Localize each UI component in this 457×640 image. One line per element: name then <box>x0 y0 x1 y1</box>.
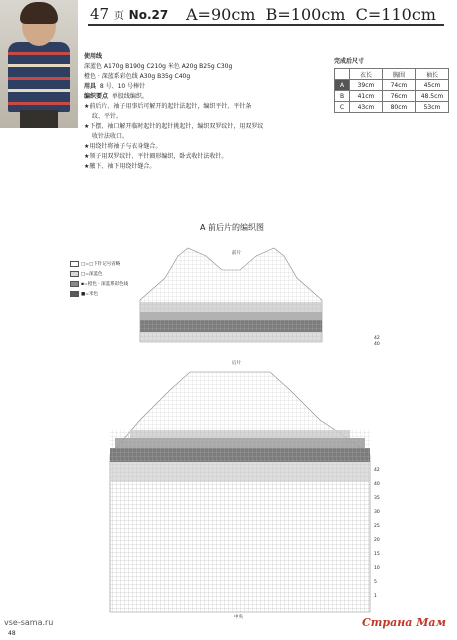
row-mark: 15 <box>374 552 380 557</box>
size-table-cell: 43cm <box>350 102 383 113</box>
row-mark: 25 <box>374 524 380 529</box>
step-line-7: ★腋下、袖下用绕针缝合。 <box>84 163 156 170</box>
front-piece-chart <box>140 248 322 342</box>
step-line-2: 纹、平针。 <box>92 113 123 120</box>
row-mark: 30 <box>374 510 380 515</box>
tools-value: 8 号、10 号棒针 <box>99 83 146 90</box>
page-num: 47 <box>90 5 110 23</box>
step-line-4: 收针法收口。 <box>92 133 129 140</box>
site-watermark: vse-sama.ru <box>4 618 54 627</box>
size-table-header: 胸围 <box>383 69 416 80</box>
size-table-title: 完成后尺寸 <box>334 58 365 65</box>
page-char: 页 <box>113 11 124 22</box>
row-mark: 10 <box>374 566 380 571</box>
row-mark: 42 <box>374 336 380 341</box>
size-table-cell: 53cm <box>416 102 449 113</box>
chart-title: A 前后片的编织图 <box>200 223 265 232</box>
pattern-number: No.27 <box>128 8 169 22</box>
size-table-cell: 39cm <box>350 80 383 91</box>
size-table-cell: 45cm <box>416 80 449 91</box>
materials-line-2: 橙色 · 深蓝系彩色线 A30g B35g C40g <box>84 73 191 80</box>
step-line-6: ★领子用双罗纹针、平针圈形编织，卧式收针法收针。 <box>84 153 228 160</box>
back-piece-chart <box>110 372 370 612</box>
size-table-cell: A <box>335 80 350 91</box>
row-mark: 1 <box>374 594 377 599</box>
size-table-cell: B <box>335 91 350 102</box>
back-grid-overlay <box>110 430 370 612</box>
legend-label: □=深蓝色 <box>81 272 103 277</box>
size-table-cell: 41cm <box>350 91 383 102</box>
front-label: 前片 <box>232 251 241 256</box>
size-table-cell: 74cm <box>383 80 416 91</box>
tools-label: 用具 <box>84 83 97 90</box>
size-c: C=110cm <box>355 5 436 24</box>
step-line-5: ★用绕针将袖子与衣身缝合。 <box>84 143 162 150</box>
front-grid-overlay <box>140 302 322 342</box>
step-line-1: ★前后片、袖子用事后可解开的起针法起针，编织平针、平针条 <box>84 103 252 110</box>
legend-label: ▪=橙色 · 深蓝系彩色线 <box>81 282 129 287</box>
size-b: B=100cm <box>265 5 346 24</box>
size-a: A=90cm <box>186 5 256 24</box>
size-table-cell: C <box>335 102 350 113</box>
size-table-cell: 80cm <box>383 102 416 113</box>
size-table-cell: 76cm <box>383 91 416 102</box>
materials-title: 使用线 <box>84 53 103 60</box>
key-points-label: 编织要点 <box>84 93 109 100</box>
size-table-header: 衣长 <box>350 69 383 80</box>
step-line-3: ★下摆、袖口解开临时起针的起针挑起针，编织双罗纹针，用双罗纹 <box>84 123 264 130</box>
row-mark: 42 <box>374 468 380 473</box>
key-points-value: 单股线编织。 <box>111 93 148 100</box>
row-mark: 40 <box>374 482 380 487</box>
center-label: 中央 <box>234 615 243 620</box>
materials-line-1: 深蓝色 A170g B190g C210g 米色 A20g B25g C30g <box>84 63 233 70</box>
row-mark: 20 <box>374 538 380 543</box>
row-mark: 5 <box>374 580 377 585</box>
page-number: 48 <box>8 630 16 637</box>
back-row-marks <box>374 464 380 604</box>
site-logo: Страна Мам <box>362 616 446 629</box>
row-mark: 35 <box>374 496 380 501</box>
front-row-marks <box>374 336 380 348</box>
back-label: 后片 <box>232 361 241 366</box>
row-mark: 40 <box>374 342 380 347</box>
legend-label: □=□下针记号省略 <box>81 262 121 267</box>
legend-label: ■=米色 <box>81 292 99 297</box>
size-table-cell: 48.5cm <box>416 91 449 102</box>
size-table-header: 袖长 <box>416 69 449 80</box>
